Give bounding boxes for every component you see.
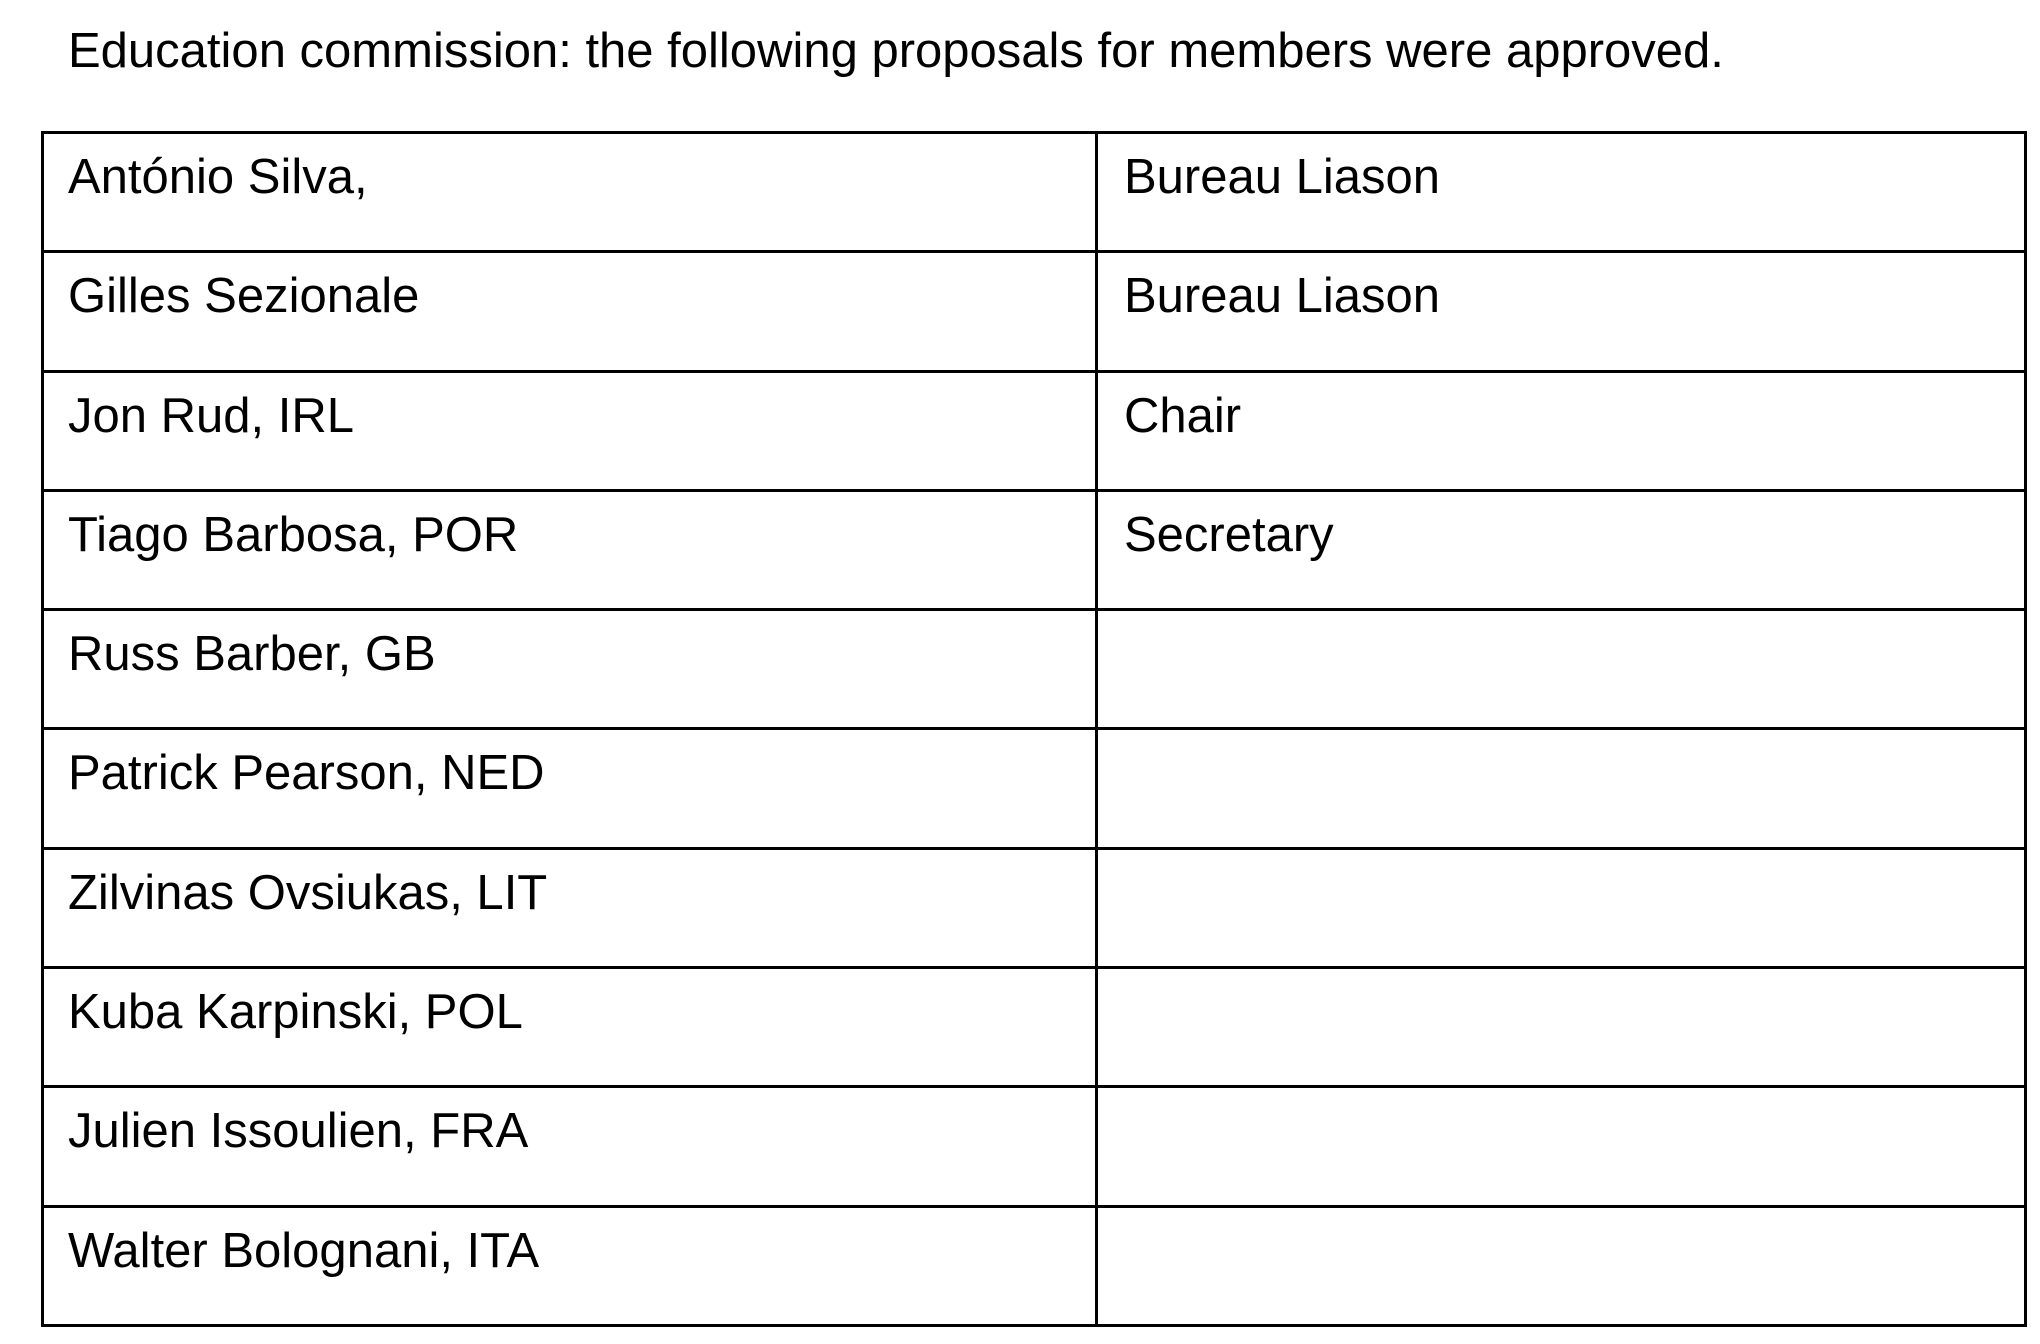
table-row (43, 1087, 2026, 1206)
member-name: Kuba Karpinski, POL (43, 968, 1097, 1087)
member-name: Julien Issoulien, FRA (43, 1087, 1097, 1206)
member-role: Bureau Liason (1097, 252, 2026, 371)
intro-text: Education commission: the following proposals for members were approved. (68, 24, 1724, 78)
table-row (43, 252, 2026, 371)
table-row (43, 133, 2026, 252)
member-role (1097, 1087, 2026, 1206)
table-row (43, 848, 2026, 967)
member-name: Russ Barber, GB (43, 610, 1097, 729)
member-name: Walter Bolognani, ITA (43, 1206, 1097, 1325)
member-name: Gilles Sezionale (43, 252, 1097, 371)
member-role (1097, 848, 2026, 967)
table-row (43, 968, 2026, 1087)
table-row (43, 610, 2026, 729)
members-table (41, 131, 2027, 1327)
member-name: Patrick Pearson, NED (43, 729, 1097, 848)
member-role: Chair (1097, 371, 2026, 490)
member-role (1097, 729, 2026, 848)
member-role: Bureau Liason (1097, 133, 2026, 252)
member-role (1097, 610, 2026, 729)
member-name: António Silva, (43, 133, 1097, 252)
member-role (1097, 968, 2026, 1087)
member-role (1097, 1206, 2026, 1325)
member-name: Zilvinas Ovsiukas, LIT (43, 848, 1097, 967)
table-row (43, 371, 2026, 490)
table-row (43, 1206, 2026, 1325)
member-role: Secretary (1097, 490, 2026, 609)
member-name: Tiago Barbosa, POR (43, 490, 1097, 609)
table-row (43, 490, 2026, 609)
table-row (43, 729, 2026, 848)
member-name: Jon Rud, IRL (43, 371, 1097, 490)
